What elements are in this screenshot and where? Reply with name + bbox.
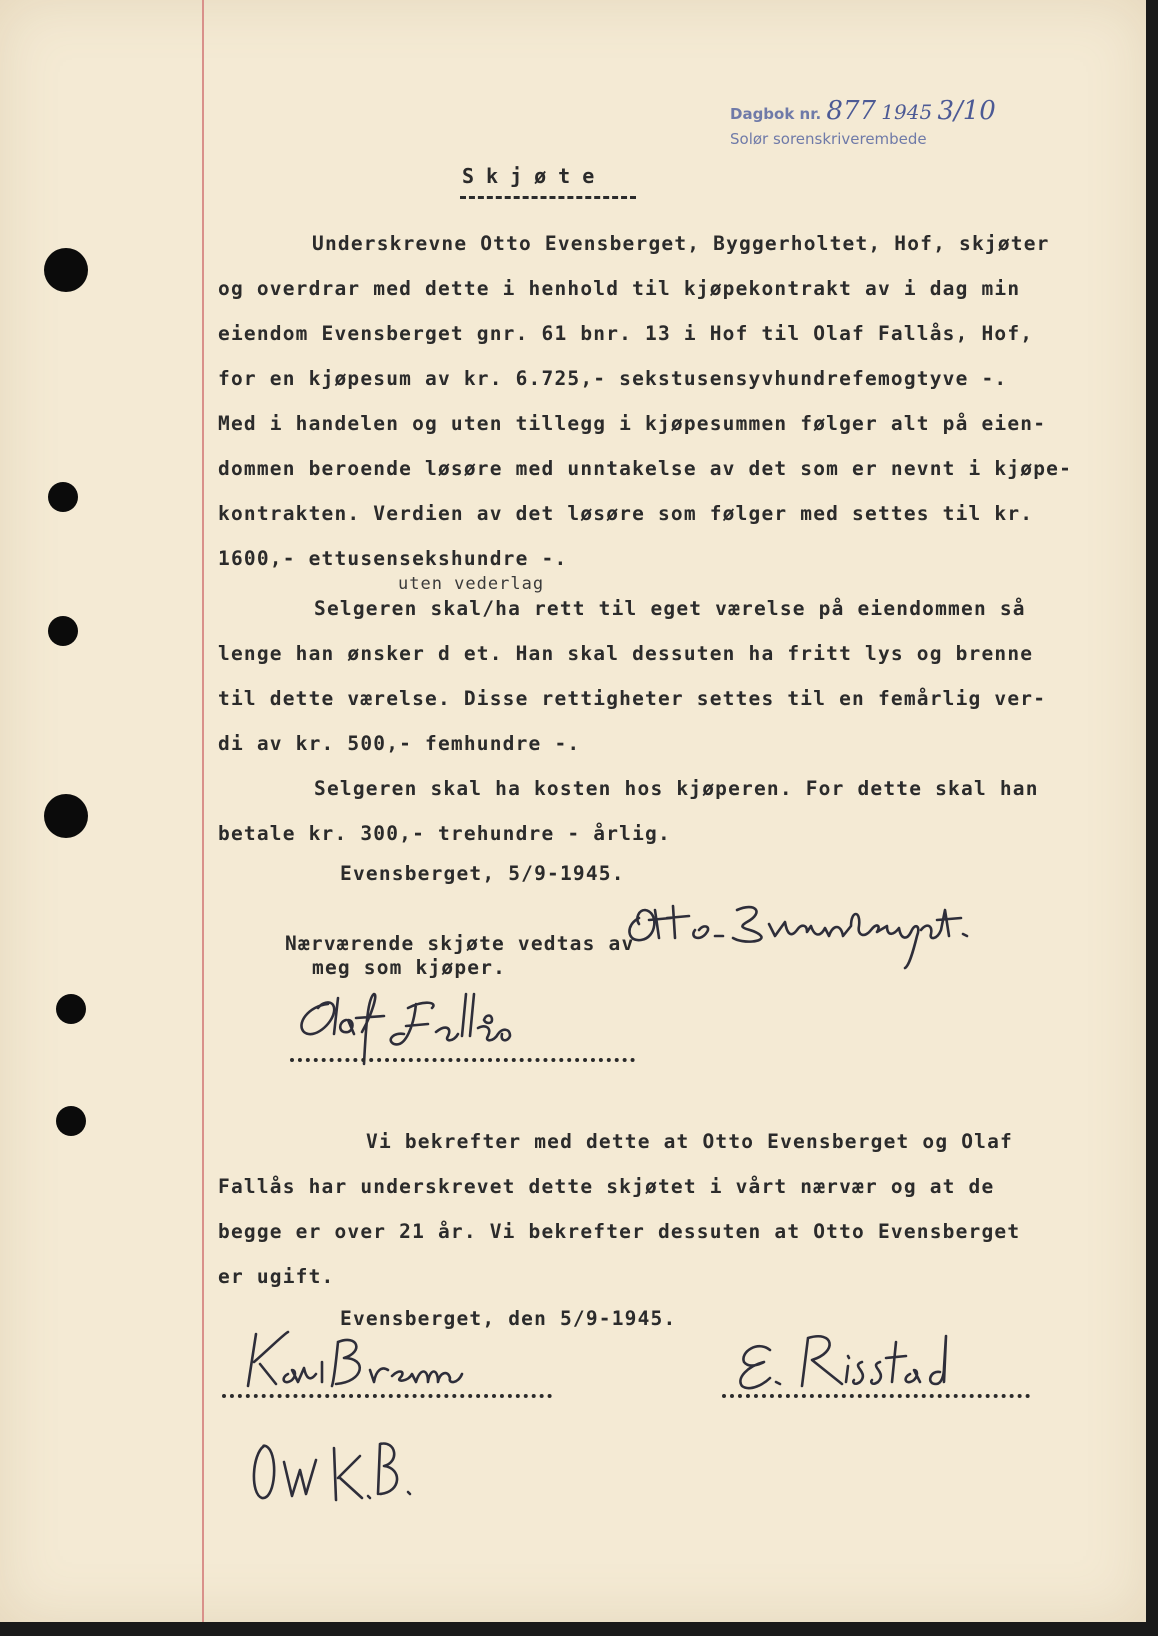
interlinear-insert: uten vederlag xyxy=(398,574,545,594)
margin-note xyxy=(244,1434,434,1514)
place-date-witness: Evensberget, den 5/9-1945. xyxy=(340,1307,677,1330)
text-line: Med i handelen og uten tillegg i kjøpesummen følger alt på eien- xyxy=(218,412,1047,435)
punch-hole xyxy=(48,482,78,512)
text-line: di av kr. 500,- femhundre -. xyxy=(218,732,581,755)
text-line: lenge han ønsker d et. Han skal dessuten ha fritt lys og brenne xyxy=(218,642,1034,665)
punch-hole xyxy=(44,794,88,838)
signature-witness-1 xyxy=(240,1322,540,1402)
document-title: Skjøte xyxy=(462,164,607,188)
text-line: Vi bekrefter med dette at Otto Evensberget og Olaf xyxy=(366,1130,1013,1153)
journal-stamp xyxy=(730,96,996,126)
acceptance-line: Nærværende skjøte vedtas av xyxy=(285,932,635,955)
stamp-office: Solør sorenskriverembede xyxy=(730,130,927,148)
text-line: 1600,- ettusensekshundre -. xyxy=(218,547,568,570)
margin-rule xyxy=(202,0,204,1622)
text-line: eiendom Evensberget gnr. 61 bnr. 13 i Hof til Olaf Fallås, Hof, xyxy=(218,322,1034,345)
punch-hole xyxy=(48,616,78,646)
place-date-seller: Evensberget, 5/9-1945. xyxy=(340,862,625,885)
text-line: Selgeren skal ha kosten hos kjøperen. For dette skal han xyxy=(314,777,1039,800)
punch-hole xyxy=(44,248,88,292)
signature-line-witness-1 xyxy=(222,1394,552,1398)
title-underline xyxy=(460,196,636,199)
text-line: Underskrevne Otto Evensberget, Byggerholtet, Hof, skjøter xyxy=(312,232,1050,255)
signature-line-buyer xyxy=(290,1058,635,1062)
text-line: Selgeren skal/ha rett til eget værelse på eiendommen så xyxy=(314,597,1026,620)
text-line: og overdrar med dette i henhold til kjøpekontrakt av i dag min xyxy=(218,277,1021,300)
stamp-date-note: 3/10 xyxy=(937,96,996,126)
stamp-year: 1945 xyxy=(881,100,933,124)
text-line: Fallås har underskrevet dette skjøtet i vårt nærvær og at de xyxy=(218,1175,995,1198)
text-line: betale kr. 300,- trehundre - årlig. xyxy=(218,822,671,845)
text-line: til dette værelse. Disse rettigheter settes til en femårlig ver- xyxy=(218,687,1047,710)
stamp-label: Dagbok nr. xyxy=(730,105,822,123)
acceptance-line: meg som kjøper. xyxy=(312,956,507,979)
signature-seller xyxy=(615,880,1015,970)
text-line: kontrakten. Verdien av det løsøre som følger med settes til kr. xyxy=(218,502,1034,525)
stamp-number: 877 xyxy=(826,96,877,126)
text-line: for en kjøpesum av kr. 6.725,- sekstusensyvhundrefemogtyve -. xyxy=(218,367,1008,390)
punch-hole xyxy=(56,994,86,1024)
text-line: dommen beroende løsøre med unntakelse av det som er nevnt i kjøpe- xyxy=(218,457,1073,480)
signature-line-witness-2 xyxy=(722,1394,1030,1398)
text-line: begge er over 21 år. Vi bekrefter dessuten at Otto Evensberget xyxy=(218,1220,1021,1243)
signature-witness-2 xyxy=(730,1322,1030,1402)
text-line: er ugift. xyxy=(218,1265,335,1288)
punch-hole xyxy=(56,1106,86,1136)
